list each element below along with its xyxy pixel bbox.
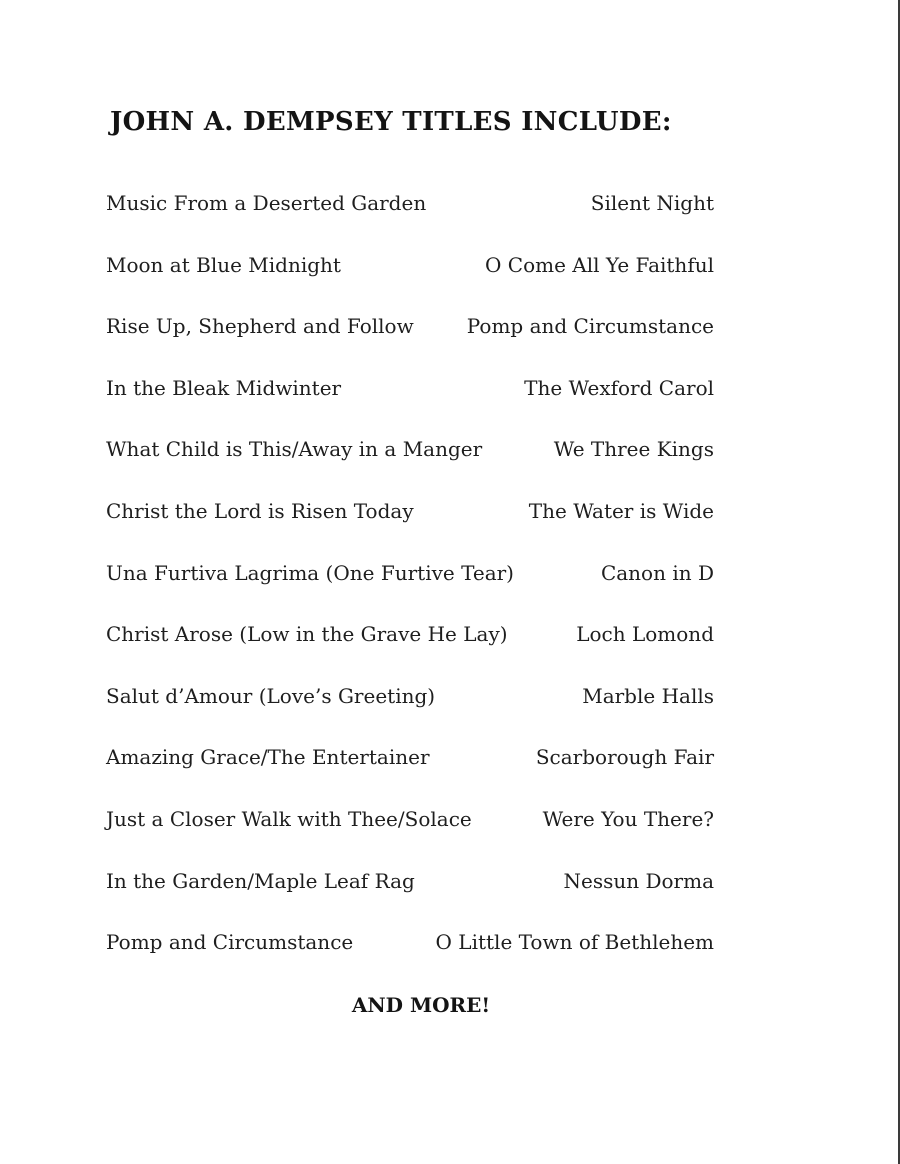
title-left: Rise Up, Shepherd and Follow (106, 314, 414, 339)
title-row (0, 370, 900, 432)
title-left: Christ the Lord is Risen Today (106, 498, 414, 523)
title-left: Salut d’Amour (Love’s Greeting) (106, 683, 436, 708)
title-left: Music From a Deserted Garden (106, 191, 427, 215)
title-row (0, 493, 900, 555)
title-left: Christ Arose (Low in the Grave He Lay) (106, 622, 508, 647)
title-left: Just a Closer Walk with Thee/Solace (106, 806, 472, 831)
title-row (0, 616, 900, 678)
title-right: Pomp and Circumstance (466, 314, 714, 339)
title-left: Una Furtiva Lagrima (One Furtive Tear) (106, 560, 514, 585)
title-right: Marble Halls (582, 683, 714, 708)
title-right: Canon in D (600, 560, 714, 585)
title-right: Scarborough Fair (535, 745, 714, 770)
page-title: JOHN A. DEMPSEY TITLES INCLUDE: (110, 107, 672, 137)
title-row (0, 863, 900, 925)
title-left: In the Bleak Midwinter (106, 375, 342, 400)
title-row (0, 555, 900, 617)
title-row (0, 678, 900, 740)
title-row (0, 247, 900, 309)
title-right: Nessun Dorma (563, 868, 714, 893)
title-row (0, 308, 900, 370)
title-left: Pomp and Circumstance (106, 930, 354, 955)
title-left: Amazing Grace/The Entertainer (106, 745, 430, 770)
title-right: We Three Kings (553, 437, 714, 462)
title-right: The Wexford Carol (524, 375, 714, 400)
title-left: Moon at Blue Midnight (106, 252, 341, 277)
title-row (0, 801, 900, 863)
title-right: O Little Town of Bethlehem (435, 930, 714, 955)
title-row (0, 431, 900, 493)
title-left: What Child is This/Away in a Manger (106, 437, 483, 462)
title-row (0, 739, 900, 801)
title-right: Loch Lomond (576, 622, 714, 647)
and-more-footer: AND MORE! (351, 993, 491, 1017)
title-left: In the Garden/Maple Leaf Rag (106, 868, 415, 893)
title-row (0, 185, 900, 247)
title-right: Were You There? (542, 806, 714, 831)
title-right: Silent Night (590, 191, 714, 215)
title-right: O Come All Ye Faithful (485, 252, 714, 277)
title-right: The Water is Wide (528, 498, 714, 523)
titles-list (0, 185, 900, 986)
title-row (0, 924, 900, 986)
